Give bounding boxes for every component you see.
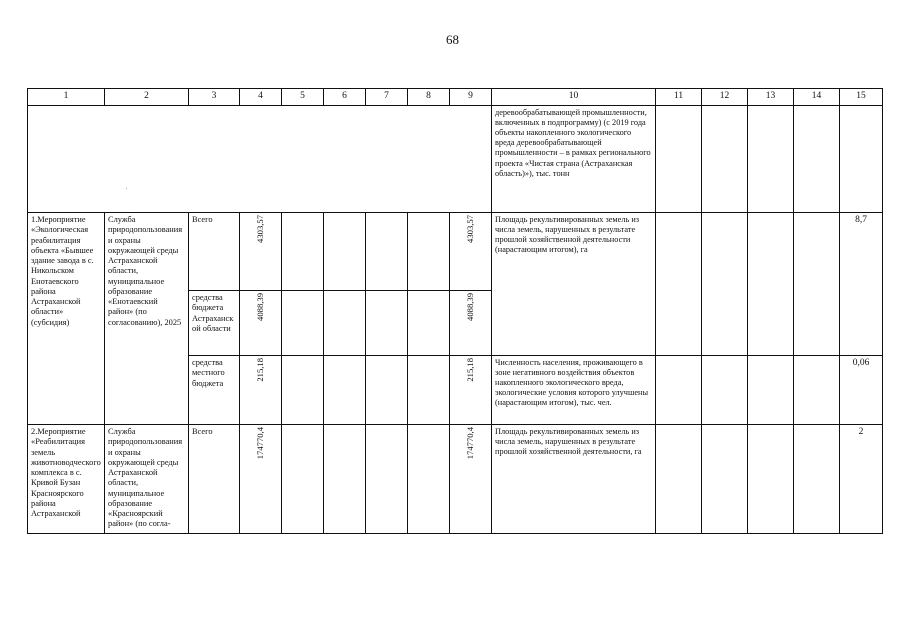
- year-amount-cell: 4303,57: [450, 213, 492, 291]
- indicator-value-cell: 2: [840, 425, 883, 534]
- empty-cell: [794, 213, 840, 356]
- empty-cell: [702, 425, 748, 534]
- total-amount-cell: 174770,4: [240, 425, 282, 534]
- column-header: 8: [408, 89, 450, 106]
- measure1-event-cell: 1.Мероприятие «Экологическая реабилитация объекта «Бывшее здание завода в с. Никольском Енотаевского района Астраханской области» (субсидия): [28, 213, 105, 425]
- empty-cell: [408, 291, 450, 356]
- empty-cell: [324, 213, 366, 291]
- column-header: 9: [450, 89, 492, 106]
- indicator-cell: Площадь рекультивированных земель из числа земель, нарушенных в результате прошлой хозяйственной деятельности (нарастающим итогом), га: [492, 213, 656, 356]
- column-header: 13: [748, 89, 794, 106]
- empty-cell: [324, 425, 366, 534]
- column-header: 10: [492, 89, 656, 106]
- empty-cell: [656, 106, 702, 213]
- column-header: 3: [189, 89, 240, 106]
- empty-continuation-cell: [28, 106, 492, 213]
- empty-cell: [324, 291, 366, 356]
- year-amount-cell: 174770,4: [450, 425, 492, 534]
- empty-cell: [748, 356, 794, 425]
- empty-cell: [702, 356, 748, 425]
- indicator-cell: деревообрабатывающей промышленности, включенных в подпрограмму) (с 2019 года объекты накопленного экологического вреда деревообрабатывающей промышленности – в рамках регионального проекта «Чистая страна (Астраханская область)»), тыс. тонн: [492, 106, 656, 213]
- empty-cell: [794, 425, 840, 534]
- total-amount-cell: 215,18: [240, 356, 282, 425]
- empty-cell: [702, 106, 748, 213]
- empty-cell: [366, 291, 408, 356]
- column-number-row: [28, 89, 883, 106]
- continuation-row: [28, 106, 883, 213]
- indicator-value-cell: 0,06: [840, 356, 883, 425]
- empty-cell: [748, 213, 794, 356]
- empty-cell: [794, 356, 840, 425]
- empty-cell: [702, 213, 748, 356]
- indicator-cell: Площадь рекультивированных земель из числа земель, нарушенных в результате прошлой хозяйственной деятельности, га: [492, 425, 656, 534]
- funding-source-cell: Всего: [189, 213, 240, 291]
- empty-cell: [408, 425, 450, 534]
- scan-speck: ʿ: [125, 187, 128, 196]
- program-activities-table: [27, 88, 883, 534]
- page-number: 68: [446, 32, 459, 47]
- empty-cell: [366, 356, 408, 425]
- measure2-total-row: [28, 425, 883, 534]
- empty-cell: [324, 356, 366, 425]
- empty-cell: [656, 425, 702, 534]
- empty-cell: [408, 356, 450, 425]
- empty-cell: [366, 213, 408, 291]
- year-amount-cell: 215,18: [450, 356, 492, 425]
- measure2-event-cell: 2.Мероприятие «Реабилитация земель животноводческого комплекса в с. Кривой Бузан Красноярского района Астраханской: [28, 425, 105, 534]
- empty-cell: [840, 106, 883, 213]
- measure1-executor-cell: Служба природопользования и охраны окружающей среды Астраханской области, муниципальное образование «Енотаевский район» (по согласованию), 2025: [105, 213, 189, 425]
- empty-cell: [794, 106, 840, 213]
- total-amount-cell: 4088,39: [240, 291, 282, 356]
- column-header: 4: [240, 89, 282, 106]
- column-header: 15: [840, 89, 883, 106]
- funding-source-cell: Всего: [189, 425, 240, 534]
- column-header: 5: [282, 89, 324, 106]
- total-amount-cell: 4303,57: [240, 213, 282, 291]
- empty-cell: [282, 356, 324, 425]
- column-header: 2: [105, 89, 189, 106]
- measure2-executor-cell: Служба природопользования и охраны окружающей среды Астраханской области, муниципальное образование «Красноярский район» (по согла-: [105, 425, 189, 534]
- empty-cell: [366, 425, 408, 534]
- indicator-cell: Численность населения, проживающего в зоне негативного воздействия объектов накопленного экологического вреда, экологические условия которого улучшены (нарастающим итогом), тыс. чел.: [492, 356, 656, 425]
- empty-cell: [282, 213, 324, 291]
- column-header: 7: [366, 89, 408, 106]
- funding-source-cell: средства местного бюджета: [189, 356, 240, 425]
- empty-cell: [408, 213, 450, 291]
- empty-cell: [656, 213, 702, 356]
- column-header: 11: [656, 89, 702, 106]
- column-header: 14: [794, 89, 840, 106]
- measure1-total-row: [28, 213, 883, 291]
- empty-cell: [282, 291, 324, 356]
- funding-source-cell: средства бюджета Астраханской области: [189, 291, 240, 356]
- indicator-value-cell: 8,7: [840, 213, 883, 356]
- column-header: 1: [28, 89, 105, 106]
- empty-cell: [282, 425, 324, 534]
- column-header: 12: [702, 89, 748, 106]
- empty-cell: [748, 425, 794, 534]
- empty-cell: [656, 356, 702, 425]
- empty-cell: [748, 106, 794, 213]
- year-amount-cell: 4088,39: [450, 291, 492, 356]
- column-header: 6: [324, 89, 366, 106]
